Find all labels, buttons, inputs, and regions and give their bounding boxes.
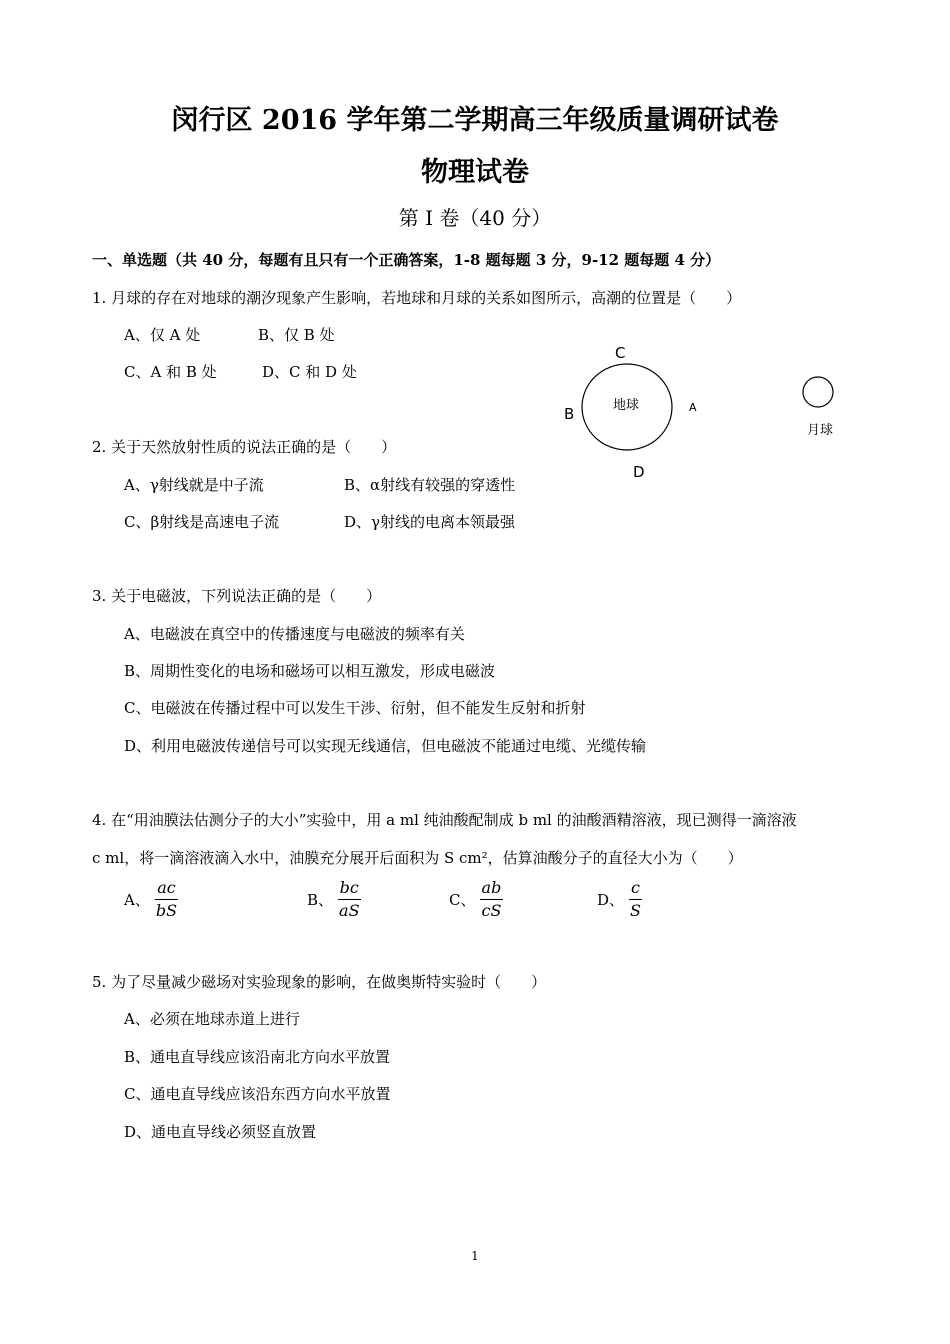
option-a-numerator: ac — [155, 878, 178, 900]
option-b-numerator: bc — [338, 878, 361, 900]
moon-label: 月球 — [807, 423, 834, 438]
question-3-option-b: B、周期性变化的电场和磁场可以相互激发，形成电磁波 — [124, 662, 496, 680]
option-c-fraction — [479, 878, 503, 921]
question-2-option-c: C、β射线是高速电子流 — [124, 513, 280, 531]
question-4-stem-line1: 4. 在“用油膜法估测分子的大小”实验中，用 a ml 纯油酸配制成 b ml 的油酸酒精溶液，现已测得一滴溶液 — [92, 811, 797, 829]
exam-subtitle: 物理试卷 — [421, 157, 529, 188]
question-1-option-a: A、仅 A 处 — [124, 326, 201, 344]
question-2-option-a: A、γ射线就是中子流 — [124, 476, 264, 494]
question-3-option-d: D、利用电磁波传递信号可以实现无线通信，但电磁波不能通过电缆、光缆传输 — [124, 737, 647, 755]
option-d-denominator: S — [630, 901, 641, 920]
question-5-stem: 5. 为了尽量减少磁场对实验现象的影响，在做奥斯特实验时（ ） — [92, 973, 547, 991]
option-b-prefix: B、 — [307, 891, 334, 909]
option-a-fraction — [154, 878, 179, 921]
point-b-label: B — [564, 405, 575, 423]
question-3-option-c: C、电磁波在传播过程中可以发生干涉、衍射，但不能发生反射和折射 — [124, 699, 586, 717]
question-5-option-c: C、通电直导线应该沿东西方向水平放置 — [124, 1085, 391, 1103]
point-a-label: A — [689, 401, 697, 414]
earth-moon-diagram — [555, 340, 855, 485]
option-b-fraction — [337, 878, 362, 921]
moon-circle — [803, 377, 833, 407]
question-1-option-d: D、C 和 D 处 — [262, 363, 357, 381]
option-c-prefix: C、 — [449, 891, 476, 909]
question-5-option-a: A、必须在地球赤道上进行 — [124, 1010, 300, 1028]
question-4-option-c — [449, 878, 503, 921]
volume-heading: 第 I 卷（40 分） — [398, 206, 552, 230]
point-c-label: C — [615, 344, 626, 362]
question-1-option-c: C、A 和 B 处 — [124, 363, 217, 381]
question-5-option-b: B、通电直导线应该沿南北方向水平放置 — [124, 1048, 391, 1066]
question-5-option-d: D、通电直导线必须竖直放置 — [124, 1123, 317, 1141]
earth-label: 地球 — [613, 398, 640, 413]
question-4-option-b — [307, 878, 362, 921]
option-b-denominator: aS — [339, 901, 360, 920]
option-a-denominator: bS — [155, 901, 178, 920]
question-4-option-a — [124, 878, 179, 921]
option-d-fraction — [628, 878, 643, 921]
question-1-option-b: B、仅 B 处 — [258, 326, 335, 344]
section-heading: 一、单选题（共 40 分，每题有且只有一个正确答案，1-8 题每题 3 分，9-12 题每题 4 分） — [92, 251, 721, 269]
question-3-option-a: A、电磁波在真空中的传播速度与电磁波的频率有关 — [124, 625, 465, 643]
question-2-option-d: D、γ射线的电离本领最强 — [344, 513, 515, 531]
question-3-stem: 3. 关于电磁波，下列说法正确的是（ ） — [92, 587, 382, 605]
option-d-prefix: D、 — [597, 891, 625, 909]
question-1-stem: 1. 月球的存在对地球的潮汐现象产生影响，若地球和月球的关系如图所示，高潮的位置是（ ） — [92, 289, 742, 307]
exam-title: 闵行区 2016 学年第二学期高三年级质量调研试卷 — [171, 105, 779, 136]
question-4-stem-line2: c ml，将一滴溶液滴入水中，油膜充分展开后面积为 S cm²，估算油酸分子的直径大小为（ ） — [92, 849, 743, 867]
option-c-denominator: cS — [481, 901, 502, 920]
question-2-option-b: B、α射线有较强的穿透性 — [344, 476, 516, 494]
option-d-numerator: c — [629, 878, 642, 900]
question-4-option-d — [597, 878, 643, 921]
option-c-numerator: ab — [480, 878, 504, 900]
page-number: 1 — [471, 1249, 479, 1263]
option-a-prefix: A、 — [124, 891, 150, 909]
question-2-stem: 2. 关于天然放射性质的说法正确的是（ ） — [92, 438, 397, 456]
point-d-label: D — [633, 463, 645, 481]
